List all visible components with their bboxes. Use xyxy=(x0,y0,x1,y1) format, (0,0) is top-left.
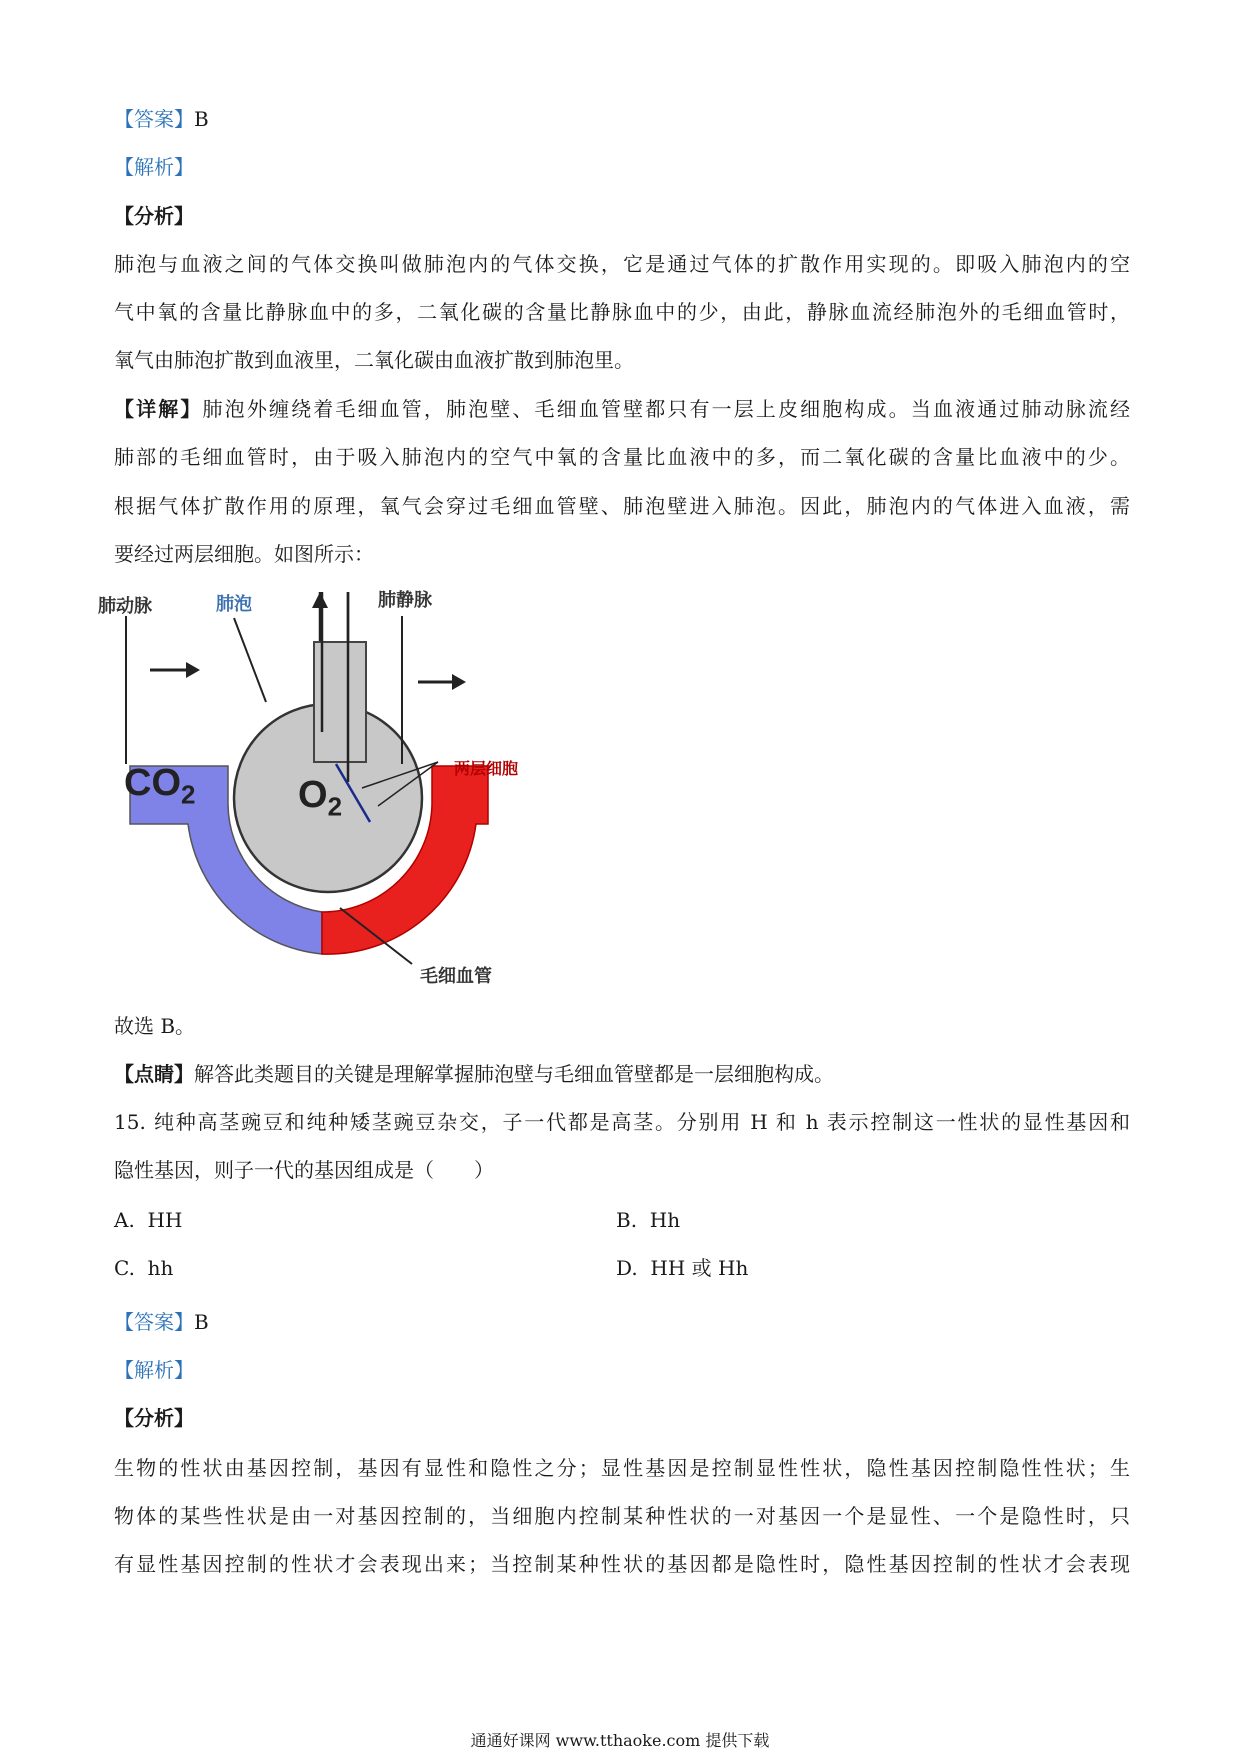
label-two-layers: 两层细胞 xyxy=(454,759,519,778)
conclusion: 故选 B。 xyxy=(114,1014,196,1038)
fenxi-line-3: 氧气由肺泡扩散到血液里，二氧化碳由血液扩散到肺泡里。 xyxy=(114,348,634,372)
q15-option-d: D. HH 或 Hh xyxy=(616,1256,749,1280)
fenxi-line-2: 气中氧的含量比静脉血中的多，二氧化碳的含量比静脉血中的少，由此，静脉血流经肺泡外的毛细血管时， xyxy=(114,300,1130,324)
q15-fenxi-tag: 【分析】 xyxy=(114,1406,194,1430)
page-footer: 通通好课网 www.tthaoke.com 提供下载 xyxy=(470,1731,770,1750)
label-alveolus: 肺泡 xyxy=(216,594,252,615)
q15-stem-line-2: 隐性基因，则子一代的基因组成是（ ） xyxy=(114,1158,494,1182)
air-out-arrowhead xyxy=(312,592,328,608)
answer-line xyxy=(114,105,209,133)
alveolus-pointer-line xyxy=(234,618,266,702)
gas-exchange-figure xyxy=(98,590,588,1002)
answer-value: B xyxy=(194,107,209,131)
label-vein: 肺静脉 xyxy=(378,590,432,611)
analysis-tag: 【解析】 xyxy=(114,155,194,179)
q15-answer-line xyxy=(114,1308,209,1336)
label-artery: 肺动脉 xyxy=(98,596,152,617)
q15-fenxi-line-2: 物体的某些性状是由一对基因控制的，当细胞内控制某种性状的一对基因一个是显性、一个是隐性时，只 xyxy=(114,1504,1130,1528)
q15-answer-tag: 【答案】 xyxy=(114,1310,194,1334)
detail-line-1 xyxy=(114,395,1130,423)
fenxi-tag: 【分析】 xyxy=(114,204,194,228)
detail-tag: 【详解】 xyxy=(114,397,203,421)
fenxi-line-1: 肺泡与血液之间的气体交换叫做肺泡内的气体交换，它是通过气体的扩散作用实现的。即吸入肺泡内的空 xyxy=(114,252,1130,276)
q15-stem-line-1: 15. 纯种高茎豌豆和纯种矮茎豌豆杂交，子一代都是高茎。分别用 H 和 h 表示控制这一性状的显性基因和 xyxy=(114,1110,1130,1134)
tip-tag: 【点睛】 xyxy=(114,1062,194,1086)
q15-option-a: A. HH xyxy=(114,1208,183,1232)
q15-fenxi-line-3: 有显性基因控制的性状才会表现出来；当控制某种性状的基因都是隐性时，隐性基因控制的性状才会表现 xyxy=(114,1552,1130,1576)
q15-fenxi-line-1: 生物的性状由基因控制，基因有显性和隐性之分；显性基因是控制显性性状，隐性基因控制隐性性状；生 xyxy=(114,1456,1130,1480)
label-o2: $O_2$ xyxy=(298,774,343,822)
label-capillary: 毛细血管 xyxy=(420,966,492,987)
q15-option-c: C. hh xyxy=(114,1256,174,1280)
q15-option-b: B. Hh xyxy=(616,1208,681,1232)
q15-answer-value: B xyxy=(194,1310,209,1334)
detail-line-2: 肺部的毛细血管时，由于吸入肺泡内的空气中氧的含量比血液中的多，而二氧化碳的含量比血液中的少。 xyxy=(114,445,1130,469)
label-co2: $CO_2$ xyxy=(124,762,196,810)
detail-text-1: 肺泡外缠绕着毛细血管，肺泡壁、毛细血管壁都只有一层上皮细胞构成。当血液通过肺动脉流经 xyxy=(202,397,1131,421)
detail-line-3: 根据气体扩散作用的原理，氧气会穿过毛细血管壁、肺泡壁进入肺泡。因此，肺泡内的气体进入血液，需 xyxy=(114,494,1130,518)
answer-tag: 【答案】 xyxy=(114,107,194,131)
detail-line-4: 要经过两层细胞。如图所示： xyxy=(114,542,374,566)
tip-text: 解答此类题目的关键是理解掌握肺泡壁与毛细血管壁都是一层细胞构成。 xyxy=(194,1062,834,1086)
q15-analysis-tag: 【解析】 xyxy=(114,1358,194,1382)
tip-line xyxy=(114,1060,834,1088)
